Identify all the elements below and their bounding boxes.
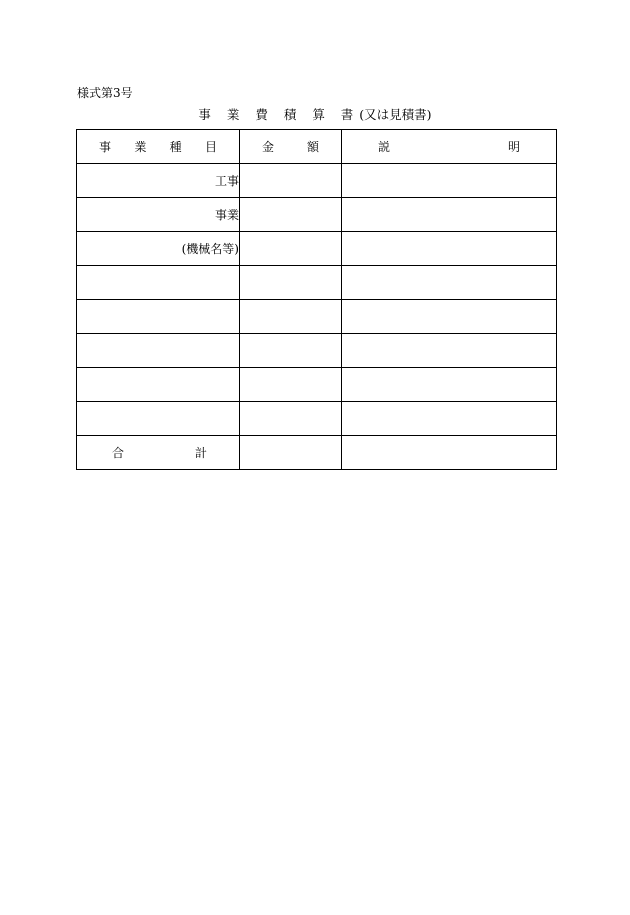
total-row bbox=[77, 436, 557, 470]
cell-total-amount[interactable] bbox=[240, 436, 342, 470]
cell-description[interactable] bbox=[342, 300, 557, 334]
cell-business-type[interactable]: 工事 bbox=[77, 164, 240, 198]
cell-description[interactable] bbox=[342, 198, 557, 232]
cell-amount[interactable] bbox=[240, 402, 342, 436]
cell-amount[interactable] bbox=[240, 164, 342, 198]
cell-description[interactable] bbox=[342, 232, 557, 266]
header-char: 額 bbox=[306, 140, 319, 154]
cell-amount[interactable] bbox=[240, 232, 342, 266]
table-row bbox=[77, 300, 557, 334]
total-char: 合 bbox=[112, 446, 125, 460]
title-note: (又は見積書) bbox=[359, 107, 432, 122]
table-row bbox=[77, 232, 557, 266]
header-char: 種 bbox=[169, 140, 182, 154]
header-char: 事 bbox=[99, 140, 112, 154]
header-char: 金 bbox=[262, 140, 275, 154]
document-title bbox=[0, 108, 630, 122]
cell-business-type[interactable] bbox=[77, 368, 240, 402]
header-char: 業 bbox=[134, 140, 147, 154]
cell-business-type[interactable]: (機械名等) bbox=[77, 232, 240, 266]
table-row bbox=[77, 334, 557, 368]
cell-description[interactable] bbox=[342, 334, 557, 368]
table-row bbox=[77, 198, 557, 232]
estimate-table bbox=[76, 129, 557, 470]
header-row bbox=[77, 130, 557, 164]
header-char: 説 bbox=[378, 140, 391, 154]
cell-total-label bbox=[77, 436, 240, 470]
cell-description[interactable] bbox=[342, 402, 557, 436]
cell-business-type[interactable] bbox=[77, 402, 240, 436]
form-number: 様式第3号 bbox=[77, 86, 133, 100]
table-row bbox=[77, 164, 557, 198]
cell-amount[interactable] bbox=[240, 300, 342, 334]
cell-amount[interactable] bbox=[240, 334, 342, 368]
cell-amount[interactable] bbox=[240, 266, 342, 300]
header-business-type bbox=[77, 130, 240, 164]
table-row bbox=[77, 402, 557, 436]
cell-description[interactable] bbox=[342, 368, 557, 402]
cell-total-description[interactable] bbox=[342, 436, 557, 470]
cell-description[interactable] bbox=[342, 266, 557, 300]
title-main: 事 業 費 積 算 書 bbox=[198, 107, 360, 122]
table-row bbox=[77, 266, 557, 300]
cell-description[interactable] bbox=[342, 164, 557, 198]
header-char: 目 bbox=[204, 140, 217, 154]
cell-business-type[interactable] bbox=[77, 300, 240, 334]
table-row bbox=[77, 368, 557, 402]
total-char: 計 bbox=[194, 446, 207, 460]
cell-business-type[interactable]: 事業 bbox=[77, 198, 240, 232]
cell-business-type[interactable] bbox=[77, 334, 240, 368]
header-amount bbox=[240, 130, 342, 164]
header-description bbox=[342, 130, 557, 164]
cell-amount[interactable] bbox=[240, 198, 342, 232]
cell-business-type[interactable] bbox=[77, 266, 240, 300]
cell-amount[interactable] bbox=[240, 368, 342, 402]
header-char: 明 bbox=[507, 140, 520, 154]
